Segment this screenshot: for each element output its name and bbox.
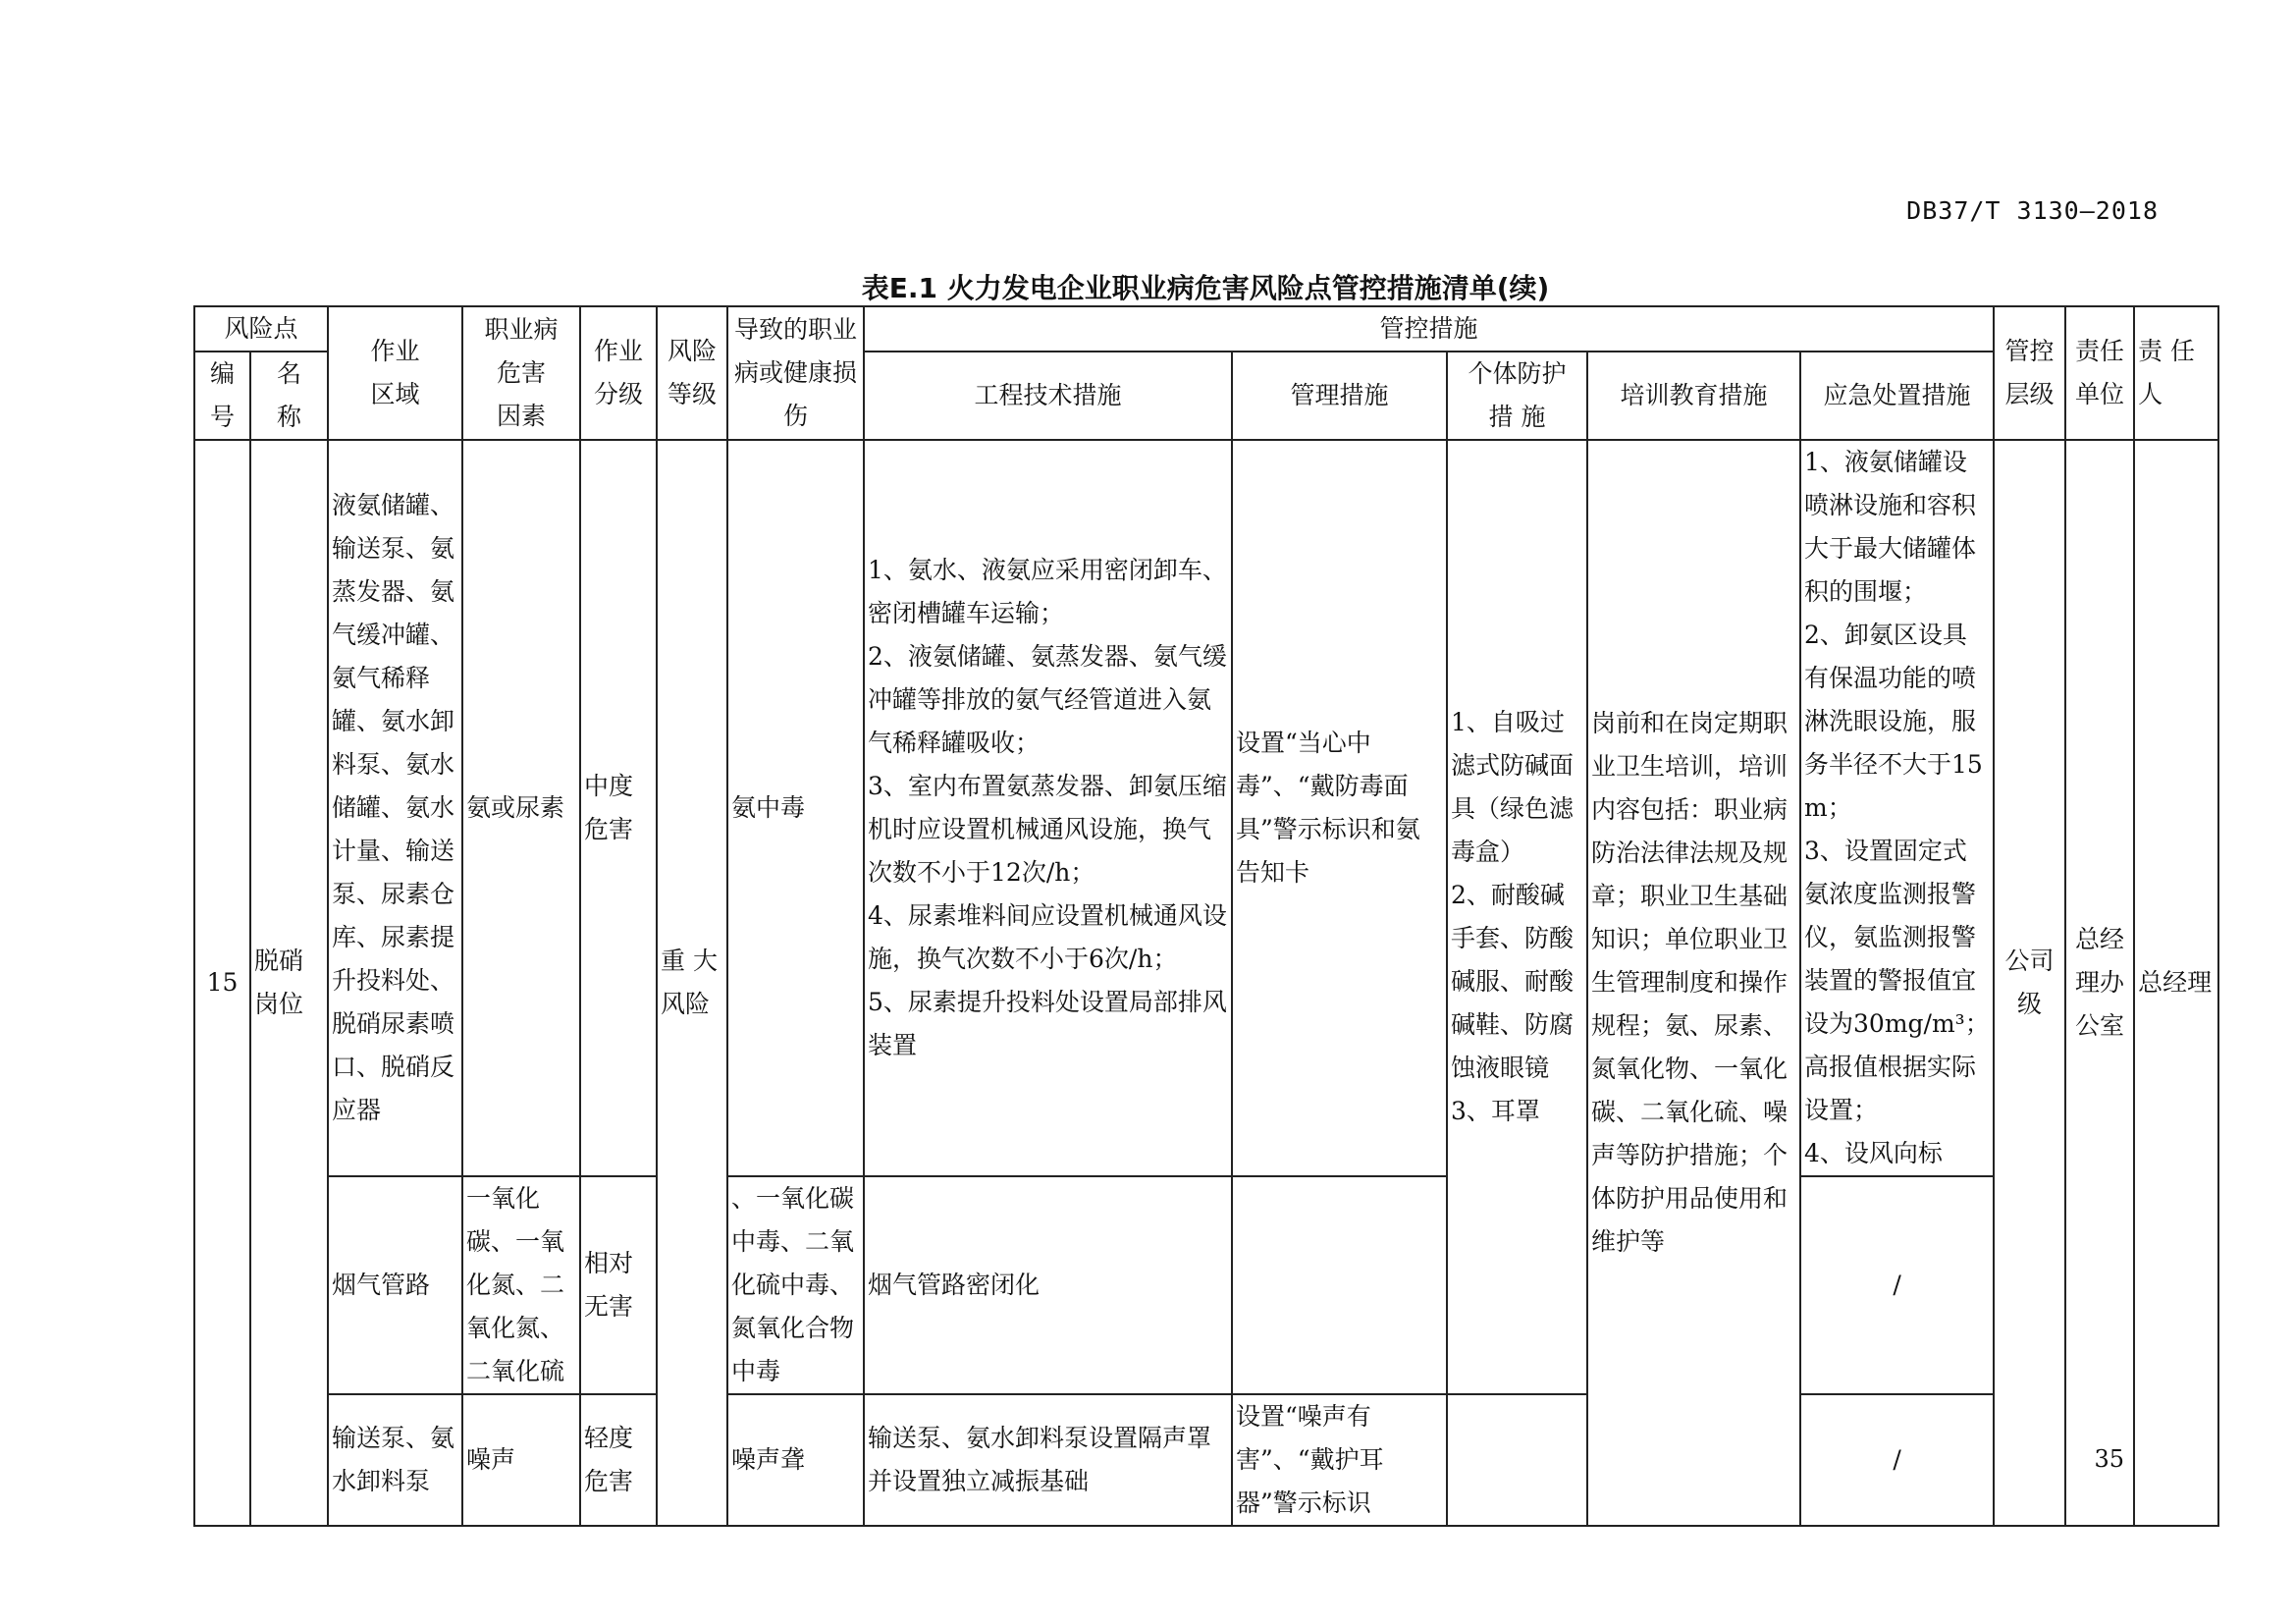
cell-hazard: 一氧化碳、一氧化氮、二氧化氮、二氧化硫 <box>462 1176 580 1394</box>
cell-management <box>1232 1176 1447 1394</box>
cell-work-grade: 中度 危害 <box>580 440 657 1176</box>
header-injury: 导致的职业 病或健康损 伤 <box>727 306 864 440</box>
header-control-level: 管控 层级 <box>1994 306 2065 440</box>
cell-injury: 氨中毒 <box>727 440 864 1176</box>
cell-emergency: / <box>1800 1176 1994 1394</box>
document-code: DB37/T 3130—2018 <box>1906 196 2159 225</box>
cell-name: 脱硝 岗位 <box>250 440 328 1526</box>
cell-hazard: 氨或尿素 <box>462 440 580 1176</box>
cell-injury: 噪声聋 <box>727 1394 864 1526</box>
cell-engineering: 1、氨水、液氨应采用密闭卸车、密闭槽罐车运输； 2、液氨储罐、氨蒸发器、氨气缓冲罐等排放的氨气经管道进入氨气稀释罐吸收； 3、室内布置氨蒸发器、卸氨压缩机时应设置机械通风设施，换气次数不小于12次/h； 4、尿素堆料间应设置机械通风设施，换气次数不小于6次/h； 5、尿素提升投料处设置局部排风装置 <box>864 440 1232 1176</box>
header-work-grade: 作业 分级 <box>580 306 657 440</box>
header-engineering: 工程技术措施 <box>864 352 1232 440</box>
table-row <box>194 1176 2218 1394</box>
cell-work-area: 烟气管路 <box>328 1176 462 1394</box>
header-work-area: 作业 区域 <box>328 306 462 440</box>
cell-hazard: 噪声 <box>462 1394 580 1526</box>
cell-injury: 、一氧化碳中毒、二氧化硫中毒、氮氧化合物中毒 <box>727 1176 864 1394</box>
header-risk-point: 风险点 <box>194 306 328 352</box>
header-emergency: 应急处置措施 <box>1800 352 1994 440</box>
header-name: 名 称 <box>250 352 328 440</box>
page-number: 35 <box>2094 1445 2124 1473</box>
header-resp-unit: 责任 单位 <box>2065 306 2134 440</box>
cell-work-grade: 相对 无害 <box>580 1176 657 1394</box>
cell-engineering: 烟气管路密闭化 <box>864 1176 1232 1394</box>
cell-control-level: 公司 级 <box>1994 440 2065 1526</box>
header-no: 编 号 <box>194 352 250 440</box>
header-hazard: 职业病 危害 因素 <box>462 306 580 440</box>
cell-management: 设置“当心中毒”、“戴防毒面具”警示标识和氨告知卡 <box>1232 440 1447 1176</box>
cell-work-grade: 轻度 危害 <box>580 1394 657 1526</box>
cell-emergency: 1、液氨储罐设喷淋设施和容积大于最大储罐体积的围堰； 2、卸氨区设具有保温功能的喷淋洗眼设施，服务半径不大于15m； 3、设置固定式氨浓度监测报警仪，氨监测报警装置的警报值宜设为30mg/m³；高报值根据实际设置； 4、设风向标 <box>1800 440 1994 1176</box>
table-row <box>194 1394 2218 1526</box>
cell-ppe-empty <box>1447 1394 1587 1526</box>
header-control: 管控措施 <box>864 306 1994 352</box>
cell-resp-unit: 总经 理办 公室 <box>2065 440 2134 1526</box>
header-management: 管理措施 <box>1232 352 1447 440</box>
table-title: 表E.1 火力发电企业职业病危害风险点管控措施清单(续) <box>861 272 1550 304</box>
cell-engineering: 输送泵、氨水卸料泵设置隔声罩并设置独立减振基础 <box>864 1394 1232 1526</box>
cell-emergency: / <box>1800 1394 1994 1526</box>
cell-work-area: 液氨储罐、输送泵、氨蒸发器、氨气缓冲罐、氨气稀释罐、氨水卸料泵、氨水储罐、氨水计量、输送泵、尿素仓库、尿素提升投料处、脱硝尿素喷口、脱硝反应器 <box>328 440 462 1176</box>
cell-risk-level: 重 大 风险 <box>657 440 727 1526</box>
table-row <box>194 440 2218 1176</box>
header-row-1 <box>194 306 2218 352</box>
header-ppe: 个体防护 措 施 <box>1447 352 1587 440</box>
cell-training: 岗前和在岗定期职业卫生培训，培训内容包括：职业病防治法律法规及规章；职业卫生基础知识；单位职业卫生管理制度和操作规程；氨、尿素、氮氧化物、一氧化碳、二氧化硫、噪声等防护措施；个体防护用品使用和维护等 <box>1587 440 1800 1526</box>
cell-work-area: 输送泵、氨水卸料泵 <box>328 1394 462 1526</box>
cell-resp-person: 总经理 <box>2134 440 2218 1526</box>
header-resp-person: 责 任 人 <box>2134 306 2218 440</box>
cell-management: 设置“噪声有害”、“戴护耳器”警示标识 <box>1232 1394 1447 1526</box>
risk-control-table <box>193 305 2219 1527</box>
header-training: 培训教育措施 <box>1587 352 1800 440</box>
header-risk-level: 风险 等级 <box>657 306 727 440</box>
cell-no: 15 <box>194 440 250 1526</box>
cell-ppe: 1、自吸过滤式防碱面具（绿色滤毒盒） 2、耐酸碱手套、防酸碱服、耐酸碱鞋、防腐蚀液眼镜 3、耳罩 <box>1447 440 1587 1394</box>
